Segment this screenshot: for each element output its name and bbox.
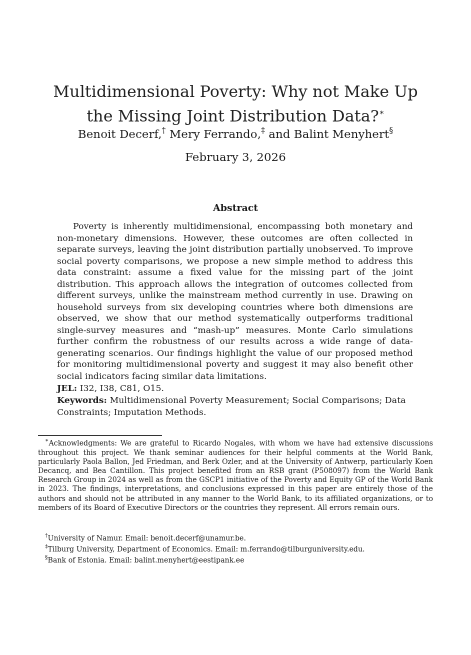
keywords	[57, 396, 413, 419]
footnote-divider	[38, 435, 162, 436]
footnote-mark: ‡	[45, 544, 48, 550]
footnote-mark: §	[45, 555, 48, 561]
author-name: Mery Ferrando,	[169, 126, 261, 141]
abstract-body: Poverty is inherently multidimensional, encompassing both monetary and non-monetary dimensions. However, these outcomes are often collected in separate surveys, leaving the joint distribution partially unobserved. To improve social poverty comparisons, we propose a new simple method to address this data constraint: assume a fixed value for the missing part of the joint distribution. This approach allows the integration of outcomes collected from different surveys, unlike the mainstream method currently in use. Drawing on household surveys from six developing countries where both dimensions are observed, we show that our method systematically outperforms traditional single-survey measures and “mash-up” measures. Monte Carlo simulations further confirm the robustness of our results across a wide range of data-generating scenarios. Our findings highlight the value of our proposed method for monitoring multidimensional poverty and suggest it may also benefit other social indicators facing similar data limitations.	[57, 222, 413, 382]
footnote-acknowledgments	[38, 437, 433, 512]
title-footnote-mark: ∗	[378, 107, 385, 117]
footnote-affiliation	[38, 543, 433, 554]
footnote-text: Tilburg University, Department of Economics. Email: m.ferrando@tilburguniversity.edu.	[47, 544, 365, 554]
paper-date: February 3, 2026	[185, 150, 286, 164]
title-text: Multidimensional Poverty: Why not Make Up the Missing Joint Distribution Data?	[53, 81, 418, 126]
footnote-text: Bank of Estonia. Email: balint.menyhert@eestipank.ee	[47, 555, 245, 565]
author-footnote-mark: †	[161, 126, 166, 135]
footnote-affiliation	[38, 554, 433, 565]
author-name: and Balint Menyhert	[268, 126, 390, 141]
author-list	[40, 124, 431, 141]
footnote-affiliation	[38, 532, 433, 543]
jel-label: JEL:	[57, 384, 78, 394]
footnote-text: University of Namur. Email: benoit.decerf@unamur.be.	[47, 533, 246, 543]
keywords-label: Keywords:	[57, 396, 107, 406]
jel-values: I32, I38, C81, O15.	[79, 384, 165, 394]
jel-codes	[57, 384, 413, 396]
paper-title	[40, 81, 431, 126]
keywords-values: Multidimensional Poverty Measurement; Social Comparisons; Data Constraints; Imputation Methods.	[57, 396, 406, 418]
author-name: Benoit Decerf,	[77, 126, 162, 141]
footnote-mark: ∗	[45, 438, 49, 444]
abstract-heading: Abstract	[212, 203, 259, 214]
footnote-mark: †	[45, 533, 48, 539]
author-footnote-mark: §	[389, 126, 394, 135]
author-footnote-mark: ‡	[260, 126, 265, 135]
footnote-text: Acknowledgments: We are grateful to Ricardo Nogales, with whom we have had extensive discussions throughout this project. We thank seminar audiences for their helpful comments at the World Bank, particularly Paola Ballon, Jed Friedman, and Berk Ozler, and at the University of Antwerp, particularly Koen Decancq, and Bea Cantillon. This project benefited from an RSB grant (P508097) from the World Bank Research Group in 2024 as well as from the GSCP1 initiative of the Poverty and Equity GP of the World Bank in 2023. The findings, interpretations, and conclusions expressed in this paper are entirely those of the authors and should not be attributed in any manner to the World Bank, to its affiliated organizations, or to members of its Board of Executive Directors or the countries they represent. All errors remain ours.	[38, 438, 433, 512]
